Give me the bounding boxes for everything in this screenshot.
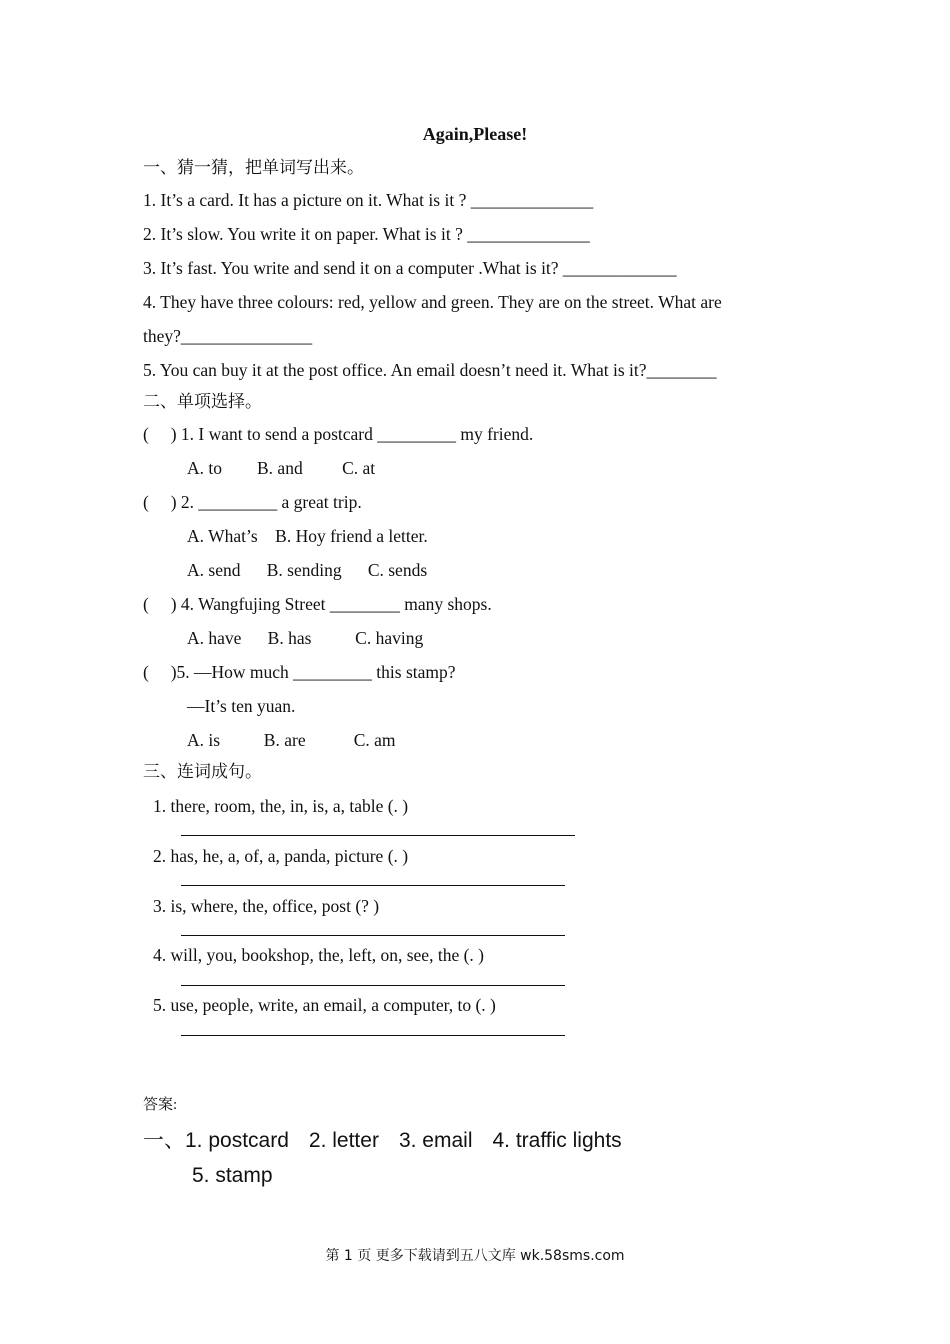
section2-question-1: ( ) 1. I want to send a postcard _________ my friend. — [143, 424, 534, 444]
section3-item-1: 1. there, room, the, in, is, a, table (. ) — [153, 796, 409, 816]
section2-options-1: A. to B. and C. at — [187, 458, 376, 478]
section2-options-2: A. What’s B. Hoy friend a letter. — [187, 526, 428, 546]
answer-3: 3. email — [398, 1129, 473, 1152]
page-title: Again,Please! — [422, 124, 528, 144]
page-footer: 第 1 页 更多下载请到五八文库 wk.58sms.com — [325, 1248, 625, 1264]
section2-answer-line-5: —It’s ten yuan. — [187, 696, 296, 716]
section3-item-4: 4. will, you, bookshop, the, left, on, see, the (. ) — [153, 945, 484, 965]
section2-question-2: ( ) 2. _________ a great trip. — [143, 492, 362, 512]
answers-row-1 — [143, 1126, 622, 1155]
answer-2: 2. letter — [308, 1129, 379, 1152]
section3-item-3: 3. is, where, the, office, post (? ) — [153, 896, 380, 916]
answer-1: 1. postcard — [185, 1129, 289, 1152]
section3-answer-blank-4 — [181, 985, 565, 986]
section1-question-1: 1. It’s a card. It has a picture on it. What is it ? ______________ — [143, 190, 594, 210]
section3-item-2: 2. has, he, a, of, a, panda, picture (. ) — [153, 846, 409, 866]
section3-answer-blank-3 — [181, 935, 565, 936]
section1-question-4: 4. They have three colours: red, yellow and green. They are on the street. What are — [143, 292, 722, 312]
section2-heading: 二、单项选择。 — [143, 392, 262, 412]
section3-answer-blank-1 — [181, 835, 575, 836]
section2-question-4: ( ) 4. Wangfujing Street ________ many shops. — [143, 594, 492, 614]
section1-question-5: 5. You can buy it at the post office. An email doesn’t need it. What is it?________ — [143, 360, 717, 380]
section2-options-3: A. send B. sending C. sends — [187, 560, 428, 580]
section2-options-4: A. have B. has C. having — [187, 628, 424, 648]
answers-prefix: 一、 — [143, 1128, 185, 1152]
section3-item-5: 5. use, people, write, an email, a computer, to (. ) — [153, 995, 496, 1015]
section2-question-5: ( )5. —How much _________ this stamp? — [143, 662, 456, 682]
answer-4: 4. traffic lights — [492, 1129, 622, 1152]
answer-5: 5. stamp — [192, 1164, 273, 1187]
section1-question-3: 3. It’s fast. You write and send it on a computer .What is it? _____________ — [143, 258, 677, 278]
answers-label: 答案: — [143, 1097, 178, 1113]
section3-answer-blank-2 — [181, 885, 565, 886]
section1-question-2: 2. It’s slow. You write it on paper. What is it ? ______________ — [143, 224, 590, 244]
section1-question-4-continued: they?_______________ — [143, 326, 313, 346]
section3-answer-blank-5 — [181, 1035, 565, 1036]
section1-heading: 一、猜一猜，把单词写出来。 — [143, 158, 364, 178]
section2-options-5: A. is B. are C. am — [187, 730, 396, 750]
section3-heading: 三、连词成句。 — [143, 762, 262, 782]
